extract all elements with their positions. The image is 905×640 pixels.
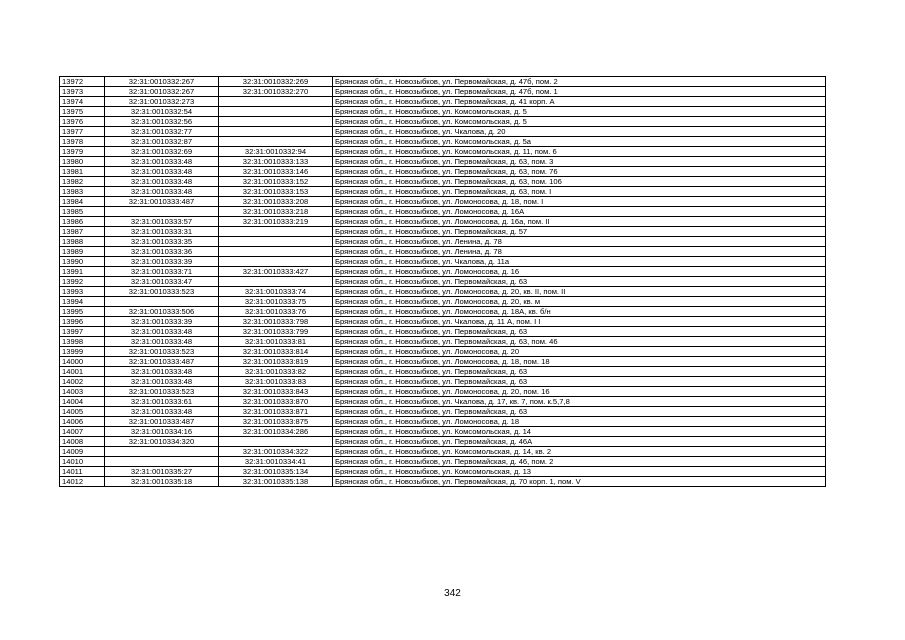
object-cadastral-number-cell bbox=[219, 277, 333, 287]
row-number-cell: 14002 bbox=[60, 377, 105, 387]
land-cadastral-number-cell bbox=[105, 297, 219, 307]
land-cadastral-number-cell: 32:31:0010335:27 bbox=[105, 467, 219, 477]
table-row bbox=[60, 207, 826, 217]
land-cadastral-number-cell: 32:31:0010333:487 bbox=[105, 417, 219, 427]
land-cadastral-number-cell: 32:31:0010333:48 bbox=[105, 327, 219, 337]
object-cadastral-number-cell: 32:31:0010332:270 bbox=[219, 87, 333, 97]
address-cell: Брянская обл., г. Новозыбков, ул. Комсомольская, д. 5 bbox=[333, 107, 826, 117]
row-number-cell: 14006 bbox=[60, 417, 105, 427]
object-cadastral-number-cell bbox=[219, 117, 333, 127]
land-cadastral-number-cell: 32:31:0010333:47 bbox=[105, 277, 219, 287]
row-number-cell: 13972 bbox=[60, 77, 105, 87]
row-number-cell: 14012 bbox=[60, 477, 105, 487]
address-cell: Брянская обл., г. Новозыбков, ул. Комсомольская, д. 5а bbox=[333, 137, 826, 147]
land-cadastral-number-cell: 32:31:0010333:523 bbox=[105, 347, 219, 357]
records-table-body bbox=[60, 77, 826, 487]
table-row bbox=[60, 267, 826, 277]
address-cell: Брянская обл., г. Новозыбков, ул. Чкалова, д. 20 bbox=[333, 127, 826, 137]
row-number-cell: 13991 bbox=[60, 267, 105, 277]
land-cadastral-number-cell: 32:31:0010333:506 bbox=[105, 307, 219, 317]
land-cadastral-number-cell: 32:31:0010333:57 bbox=[105, 217, 219, 227]
object-cadastral-number-cell: 32:31:0010333:870 bbox=[219, 397, 333, 407]
address-cell: Брянская обл., г. Новозыбков, ул. Первомайская, д. 63 bbox=[333, 377, 826, 387]
address-cell: Брянская обл., г. Новозыбков, ул. Ломоносова, д. 20, кв. м bbox=[333, 297, 826, 307]
object-cadastral-number-cell bbox=[219, 237, 333, 247]
object-cadastral-number-cell: 32:31:0010334:41 bbox=[219, 457, 333, 467]
address-cell: Брянская обл., г. Новозыбков, ул. Комсомольская, д. 5 bbox=[333, 117, 826, 127]
object-cadastral-number-cell: 32:31:0010333:83 bbox=[219, 377, 333, 387]
address-cell: Брянская обл., г. Новозыбков, ул. Первомайская, д. 47б, пом. 2 bbox=[333, 77, 826, 87]
land-cadastral-number-cell: 32:31:0010333:487 bbox=[105, 357, 219, 367]
object-cadastral-number-cell: 32:31:0010335:138 bbox=[219, 477, 333, 487]
address-cell: Брянская обл., г. Новозыбков, ул. Первомайская, д. 63 bbox=[333, 407, 826, 417]
row-number-cell: 13982 bbox=[60, 177, 105, 187]
address-cell: Брянская обл., г. Новозыбков, ул. Первомайская, д. 63, пом. 46 bbox=[333, 337, 826, 347]
table-row bbox=[60, 307, 826, 317]
object-cadastral-number-cell: 32:31:0010335:134 bbox=[219, 467, 333, 477]
land-cadastral-number-cell bbox=[105, 207, 219, 217]
row-number-cell: 13979 bbox=[60, 147, 105, 157]
object-cadastral-number-cell: 32:31:0010333:875 bbox=[219, 417, 333, 427]
row-number-cell: 13984 bbox=[60, 197, 105, 207]
row-number-cell: 13996 bbox=[60, 317, 105, 327]
row-number-cell: 14007 bbox=[60, 427, 105, 437]
table-row bbox=[60, 437, 826, 447]
table-row bbox=[60, 177, 826, 187]
row-number-cell: 13977 bbox=[60, 127, 105, 137]
row-number-cell: 13975 bbox=[60, 107, 105, 117]
table-row bbox=[60, 347, 826, 357]
address-cell: Брянская обл., г. Новозыбков, ул. Первомайская, д. 63, пом. 106 bbox=[333, 177, 826, 187]
object-cadastral-number-cell: 32:31:0010333:843 bbox=[219, 387, 333, 397]
row-number-cell: 13989 bbox=[60, 247, 105, 257]
object-cadastral-number-cell: 32:31:0010333:146 bbox=[219, 167, 333, 177]
table-row bbox=[60, 387, 826, 397]
land-cadastral-number-cell: 32:31:0010333:31 bbox=[105, 227, 219, 237]
row-number-cell: 13986 bbox=[60, 217, 105, 227]
object-cadastral-number-cell bbox=[219, 97, 333, 107]
land-cadastral-number-cell: 32:31:0010335:18 bbox=[105, 477, 219, 487]
object-cadastral-number-cell: 32:31:0010333:219 bbox=[219, 217, 333, 227]
row-number-cell: 13976 bbox=[60, 117, 105, 127]
land-cadastral-number-cell: 32:31:0010333:61 bbox=[105, 397, 219, 407]
row-number-cell: 14005 bbox=[60, 407, 105, 417]
object-cadastral-number-cell: 32:31:0010333:218 bbox=[219, 207, 333, 217]
land-cadastral-number-cell: 32:31:0010332:69 bbox=[105, 147, 219, 157]
object-cadastral-number-cell: 32:31:0010334:286 bbox=[219, 427, 333, 437]
table-row bbox=[60, 427, 826, 437]
object-cadastral-number-cell: 32:31:0010333:208 bbox=[219, 197, 333, 207]
land-cadastral-number-cell: 32:31:0010332:267 bbox=[105, 87, 219, 97]
row-number-cell: 13980 bbox=[60, 157, 105, 167]
address-cell: Брянская обл., г. Новозыбков, ул. Комсомольская, д. 14 bbox=[333, 427, 826, 437]
table-row bbox=[60, 137, 826, 147]
land-cadastral-number-cell: 32:31:0010333:39 bbox=[105, 317, 219, 327]
table-row bbox=[60, 107, 826, 117]
table-row bbox=[60, 247, 826, 257]
land-cadastral-number-cell: 32:31:0010333:48 bbox=[105, 407, 219, 417]
land-cadastral-number-cell: 32:31:0010332:267 bbox=[105, 77, 219, 87]
land-cadastral-number-cell: 32:31:0010333:48 bbox=[105, 367, 219, 377]
table-row bbox=[60, 367, 826, 377]
address-cell: Брянская обл., г. Новозыбков, ул. Комсомольская, д. 14, кв. 2 bbox=[333, 447, 826, 457]
address-cell: Брянская обл., г. Новозыбков, ул. Первомайская, д. 63 bbox=[333, 367, 826, 377]
object-cadastral-number-cell: 32:31:0010333:153 bbox=[219, 187, 333, 197]
table-row bbox=[60, 477, 826, 487]
address-cell: Брянская обл., г. Новозыбков, ул. Ломоносова, д. 20, пом. 16 bbox=[333, 387, 826, 397]
table-row bbox=[60, 227, 826, 237]
object-cadastral-number-cell: 32:31:0010333:82 bbox=[219, 367, 333, 377]
land-cadastral-number-cell bbox=[105, 447, 219, 457]
object-cadastral-number-cell: 32:31:0010333:871 bbox=[219, 407, 333, 417]
object-cadastral-number-cell: 32:31:0010333:814 bbox=[219, 347, 333, 357]
table-row bbox=[60, 407, 826, 417]
address-cell: Брянская обл., г. Новозыбков, ул. Первомайская, д. 63, пом. 3 bbox=[333, 157, 826, 167]
row-number-cell: 13998 bbox=[60, 337, 105, 347]
address-cell: Брянская обл., г. Новозыбков, ул. Ломоносова, д. 18, пом. I bbox=[333, 197, 826, 207]
land-cadastral-number-cell: 32:31:0010333:48 bbox=[105, 187, 219, 197]
land-cadastral-number-cell: 32:31:0010333:71 bbox=[105, 267, 219, 277]
address-cell: Брянская обл., г. Новозыбков, ул. Первомайская, д. 63, пом. 76 bbox=[333, 167, 826, 177]
land-cadastral-number-cell: 32:31:0010333:523 bbox=[105, 287, 219, 297]
object-cadastral-number-cell: 32:31:0010334:322 bbox=[219, 447, 333, 457]
land-cadastral-number-cell: 32:31:0010333:48 bbox=[105, 377, 219, 387]
table-row bbox=[60, 87, 826, 97]
table-row bbox=[60, 167, 826, 177]
table-row bbox=[60, 317, 826, 327]
object-cadastral-number-cell bbox=[219, 257, 333, 267]
land-cadastral-number-cell: 32:31:0010332:54 bbox=[105, 107, 219, 117]
land-cadastral-number-cell: 32:31:0010333:35 bbox=[105, 237, 219, 247]
address-cell: Брянская обл., г. Новозыбков, ул. Ломоносова, д. 18, пом. 18 bbox=[333, 357, 826, 367]
address-cell: Брянская обл., г. Новозыбков, ул. Ломоносова, д. 16а, пом. II bbox=[333, 217, 826, 227]
row-number-cell: 13973 bbox=[60, 87, 105, 97]
address-cell: Брянская обл., г. Новозыбков, ул. Первомайская, д. 63 bbox=[333, 277, 826, 287]
row-number-cell: 14001 bbox=[60, 367, 105, 377]
row-number-cell: 13995 bbox=[60, 307, 105, 317]
address-cell: Брянская обл., г. Новозыбков, ул. Чкалова, д. 11а bbox=[333, 257, 826, 267]
address-cell: Брянская обл., г. Новозыбков, ул. Ломоносова, д. 16А bbox=[333, 207, 826, 217]
table-row bbox=[60, 217, 826, 227]
object-cadastral-number-cell: 32:31:0010333:81 bbox=[219, 337, 333, 347]
row-number-cell: 13999 bbox=[60, 347, 105, 357]
row-number-cell: 13983 bbox=[60, 187, 105, 197]
object-cadastral-number-cell bbox=[219, 127, 333, 137]
row-number-cell: 14000 bbox=[60, 357, 105, 367]
address-cell: Брянская обл., г. Новозыбков, ул. Ленина, д. 78 bbox=[333, 237, 826, 247]
object-cadastral-number-cell: 32:31:0010333:799 bbox=[219, 327, 333, 337]
table-row bbox=[60, 77, 826, 87]
address-cell: Брянская обл., г. Новозыбков, ул. Ломоносова, д. 18 bbox=[333, 417, 826, 427]
table-row bbox=[60, 187, 826, 197]
address-cell: Брянская обл., г. Новозыбков, ул. Первомайская, д. 63 bbox=[333, 327, 826, 337]
table-row bbox=[60, 397, 826, 407]
table-row bbox=[60, 117, 826, 127]
object-cadastral-number-cell: 32:31:0010333:819 bbox=[219, 357, 333, 367]
land-cadastral-number-cell: 32:31:0010333:36 bbox=[105, 247, 219, 257]
table-row bbox=[60, 197, 826, 207]
object-cadastral-number-cell bbox=[219, 227, 333, 237]
land-cadastral-number-cell: 32:31:0010333:523 bbox=[105, 387, 219, 397]
row-number-cell: 14004 bbox=[60, 397, 105, 407]
table-row bbox=[60, 447, 826, 457]
object-cadastral-number-cell: 32:31:0010333:74 bbox=[219, 287, 333, 297]
table-row bbox=[60, 97, 826, 107]
address-cell: Брянская обл., г. Новозыбков, ул. Первомайская, д. 47б, пом. 1 bbox=[333, 87, 826, 97]
object-cadastral-number-cell bbox=[219, 137, 333, 147]
table-row bbox=[60, 357, 826, 367]
row-number-cell: 13997 bbox=[60, 327, 105, 337]
land-cadastral-number-cell: 32:31:0010332:87 bbox=[105, 137, 219, 147]
row-number-cell: 13994 bbox=[60, 297, 105, 307]
row-number-cell: 13990 bbox=[60, 257, 105, 267]
address-cell: Брянская обл., г. Новозыбков, ул. Комсомольская, д. 11, пом. 6 bbox=[333, 147, 826, 157]
address-cell: Брянская обл., г. Новозыбков, ул. Чкалова, д. 17, кв. 7, пом. к.5,7,8 bbox=[333, 397, 826, 407]
address-cell: Брянская обл., г. Новозыбков, ул. Ломоносова, д. 18А, кв. б/н bbox=[333, 307, 826, 317]
table-row bbox=[60, 237, 826, 247]
address-cell: Брянская обл., г. Новозыбков, ул. Ленина, д. 78 bbox=[333, 247, 826, 257]
land-cadastral-number-cell: 32:31:0010333:39 bbox=[105, 257, 219, 267]
address-cell: Брянская обл., г. Новозыбков, ул. Первомайская, д. 41 корп. А bbox=[333, 97, 826, 107]
row-number-cell: 13987 bbox=[60, 227, 105, 237]
address-cell: Брянская обл., г. Новозыбков, ул. Ломоносова, д. 16 bbox=[333, 267, 826, 277]
table-row bbox=[60, 257, 826, 267]
records-table bbox=[59, 76, 826, 487]
object-cadastral-number-cell: 32:31:0010332:94 bbox=[219, 147, 333, 157]
table-row bbox=[60, 127, 826, 137]
table-row bbox=[60, 457, 826, 467]
row-number-cell: 13985 bbox=[60, 207, 105, 217]
object-cadastral-number-cell bbox=[219, 107, 333, 117]
row-number-cell: 14003 bbox=[60, 387, 105, 397]
address-cell: Брянская обл., г. Новозыбков, ул. Ломоносова, д. 20 bbox=[333, 347, 826, 357]
object-cadastral-number-cell: 32:31:0010333:427 bbox=[219, 267, 333, 277]
table-row bbox=[60, 377, 826, 387]
land-cadastral-number-cell: 32:31:0010332:273 bbox=[105, 97, 219, 107]
address-cell: Брянская обл., г. Новозыбков, ул. Первомайская, д. 46, пом. 2 bbox=[333, 457, 826, 467]
land-cadastral-number-cell: 32:31:0010333:48 bbox=[105, 167, 219, 177]
object-cadastral-number-cell bbox=[219, 247, 333, 257]
table-row bbox=[60, 467, 826, 477]
land-cadastral-number-cell: 32:31:0010334:320 bbox=[105, 437, 219, 447]
address-cell: Брянская обл., г. Новозыбков, ул. Чкалова, д. 11 А, пом. I I bbox=[333, 317, 826, 327]
table-row bbox=[60, 337, 826, 347]
object-cadastral-number-cell: 32:31:0010333:76 bbox=[219, 307, 333, 317]
object-cadastral-number-cell bbox=[219, 437, 333, 447]
page-number: 342 bbox=[444, 588, 461, 599]
row-number-cell: 13993 bbox=[60, 287, 105, 297]
object-cadastral-number-cell: 32:31:0010333:75 bbox=[219, 297, 333, 307]
object-cadastral-number-cell: 32:31:0010333:798 bbox=[219, 317, 333, 327]
row-number-cell: 14011 bbox=[60, 467, 105, 477]
address-cell: Брянская обл., г. Новозыбков, ул. Комсомольская, д. 13 bbox=[333, 467, 826, 477]
table-row bbox=[60, 147, 826, 157]
address-cell: Брянская обл., г. Новозыбков, ул. Первомайская, д. 57 bbox=[333, 227, 826, 237]
land-cadastral-number-cell: 32:31:0010332:77 bbox=[105, 127, 219, 137]
table-row bbox=[60, 277, 826, 287]
land-cadastral-number-cell: 32:31:0010334:16 bbox=[105, 427, 219, 437]
object-cadastral-number-cell: 32:31:0010332:269 bbox=[219, 77, 333, 87]
row-number-cell: 13981 bbox=[60, 167, 105, 177]
land-cadastral-number-cell: 32:31:0010333:487 bbox=[105, 197, 219, 207]
table-row bbox=[60, 417, 826, 427]
row-number-cell: 13978 bbox=[60, 137, 105, 147]
row-number-cell: 13974 bbox=[60, 97, 105, 107]
row-number-cell: 14009 bbox=[60, 447, 105, 457]
row-number-cell: 14008 bbox=[60, 437, 105, 447]
row-number-cell: 13988 bbox=[60, 237, 105, 247]
address-cell: Брянская обл., г. Новозыбков, ул. Первомайская, д. 63, пом. I bbox=[333, 187, 826, 197]
table-row bbox=[60, 157, 826, 167]
address-cell: Брянская обл., г. Новозыбков, ул. Первомайская, д. 46А bbox=[333, 437, 826, 447]
table-row bbox=[60, 297, 826, 307]
land-cadastral-number-cell: 32:31:0010333:48 bbox=[105, 177, 219, 187]
land-cadastral-number-cell: 32:31:0010332:56 bbox=[105, 117, 219, 127]
land-cadastral-number-cell bbox=[105, 457, 219, 467]
table-row bbox=[60, 327, 826, 337]
object-cadastral-number-cell: 32:31:0010333:152 bbox=[219, 177, 333, 187]
land-cadastral-number-cell: 32:31:0010333:48 bbox=[105, 157, 219, 167]
row-number-cell: 14010 bbox=[60, 457, 105, 467]
table-row bbox=[60, 287, 826, 297]
land-cadastral-number-cell: 32:31:0010333:48 bbox=[105, 337, 219, 347]
address-cell: Брянская обл., г. Новозыбков, ул. Первомайская, д. 70 корп. 1, пом. V bbox=[333, 477, 826, 487]
object-cadastral-number-cell: 32:31:0010333:133 bbox=[219, 157, 333, 167]
address-cell: Брянская обл., г. Новозыбков, ул. Ломоносова, д. 20, кв. II, пом. II bbox=[333, 287, 826, 297]
row-number-cell: 13992 bbox=[60, 277, 105, 287]
